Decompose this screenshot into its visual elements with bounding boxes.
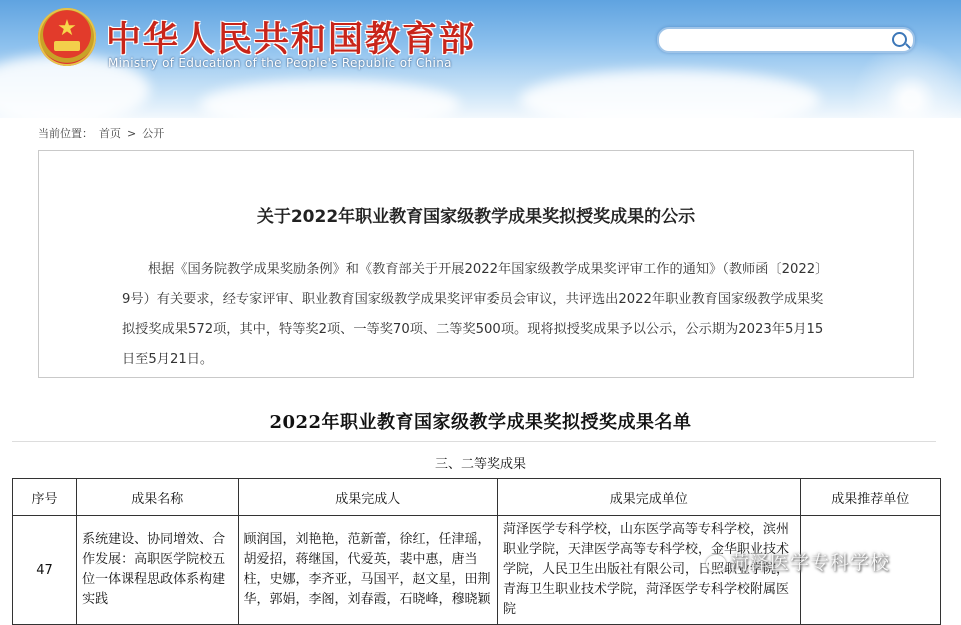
cell-name: 系统建设、协同增效、合作发展：高职医学院校五位一体课程思政体系构建实践 — [82, 532, 226, 607]
cell-people: 顾润国，刘艳艳，范新蕾，徐红，任津瑶，胡爱招，蒋继国，代爱英，裴中惠，唐当柱，史娜，李齐亚，马国平，赵文星，田荆华，郭娟，李阁，刘春霞，石晓峰，穆晓颖 — [243, 532, 491, 607]
header-no: 序号 — [13, 479, 77, 516]
site-header — [0, 0, 961, 118]
search-input[interactable] — [669, 29, 893, 51]
section-title: 三、二等奖成果 — [434, 457, 526, 472]
breadcrumb — [38, 125, 170, 141]
notice-body: 根据《国务院教学成果奖励条例》和《教育部关于开展2022年国家级教学成果奖评审工作的通知》（教师函〔2022〕9号）有关要求，经专家评审、职业教育国家级教学成果奖评审委员会审议，共评选出2022年职业教育国家级教学成果奖拟授奖成果572项，其中，特等奖2项、一等奖70项、二等奖500项。现将拟授奖成果予以公示，公示期为2023年5月15日至5月21日。 — [122, 262, 829, 367]
breadcrumb-home-link[interactable]: 首页 — [99, 127, 121, 140]
header-units: 成果完成单位 — [497, 479, 800, 516]
site-subtitle: Ministry of Education of the People's Republic of China — [108, 56, 452, 70]
header-people: 成果完成人 — [238, 479, 497, 516]
search-icon[interactable] — [892, 32, 907, 47]
cell-no: 47 — [13, 516, 77, 625]
cloud-decoration — [200, 80, 460, 118]
cell-units: 菏泽医学专科学校，山东医学高等专科学校，滨州职业学院，天津医学高等专科学校，金华职业技术学院，人民卫生出版社有限公司，日照职业学院，青海卫生职业技术学院，菏泽医学专科学校附属医院 — [502, 522, 789, 617]
watermark — [706, 548, 890, 575]
table-header-row — [13, 479, 941, 516]
breadcrumb-separator: > — [127, 127, 137, 140]
watermark-text: 菏泽医学专科学校 — [730, 552, 891, 574]
notice-title: 关于2022年职业教育国家级教学成果奖拟授奖成果的公示 — [256, 207, 696, 227]
wechat-icon — [706, 555, 726, 572]
list-title: 2022年职业教育国家级教学成果奖拟授奖成果名单 — [269, 412, 692, 433]
header-name: 成果名称 — [77, 479, 238, 516]
national-emblem-icon[interactable]: ★ — [38, 8, 96, 66]
cloud-decoration — [520, 70, 820, 118]
header-recommender: 成果推荐单位 — [800, 479, 940, 516]
notice-card — [38, 150, 914, 378]
search-box[interactable] — [657, 27, 915, 53]
breadcrumb-prefix: 当前位置： — [38, 127, 93, 140]
site-title[interactable]: 中华人民共和国教育部 — [106, 19, 477, 60]
divider — [12, 441, 936, 442]
breadcrumb-current-link[interactable]: 公开 — [142, 127, 165, 140]
